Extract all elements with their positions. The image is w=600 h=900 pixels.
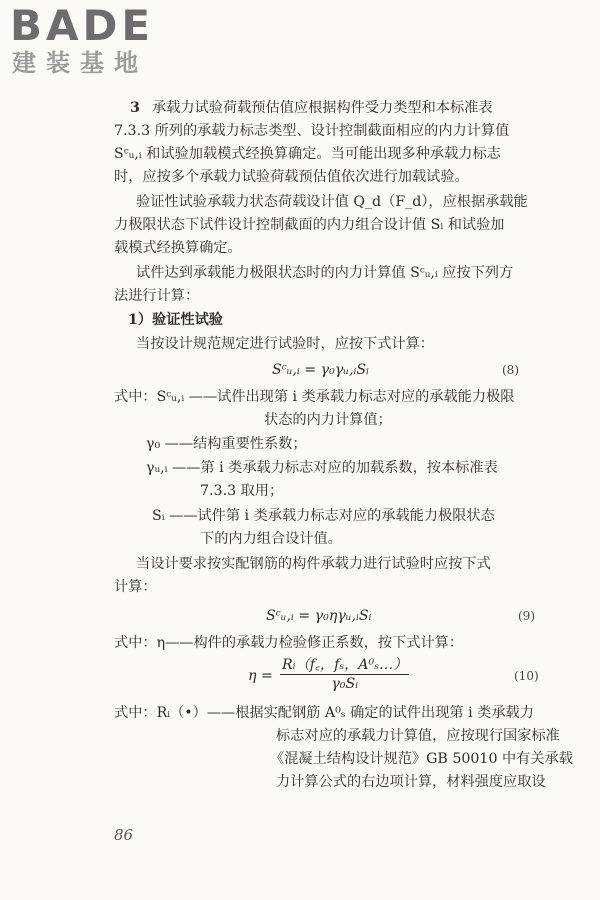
- where4-line2: 下的内力组合设计值。: [200, 531, 342, 547]
- para1-line1: 承载力试验荷载预估值应根据构件受力类型和本标准表: [152, 100, 493, 116]
- logo-brand: BADE: [10, 1, 155, 50]
- equation-10-denominator: γ₀Sᵢ: [331, 676, 359, 692]
- equation-8-number: (8): [502, 363, 519, 377]
- equation-10-number: (10): [514, 669, 539, 683]
- clause-number: 3: [130, 100, 140, 116]
- para2-line1: 验证性试验承载力状态荷载设计值 Q_d（F_d），应根据承载能: [136, 194, 528, 210]
- para3-line2: 法进行计算：: [114, 288, 200, 304]
- where3-line2: 7.3.3 取用；: [200, 483, 284, 499]
- equation-10-lhs: η =: [248, 668, 273, 684]
- para1-line3: Sᶜᵤ,ᵢ 和试验加载模式经换算确定。当可能出现多种承载力标志: [114, 146, 501, 162]
- item-1-heading: 1）验证性试验: [128, 312, 223, 328]
- para5-line2: 计算：: [114, 579, 157, 595]
- bade-logo: [10, 1, 155, 78]
- equation-9: Sᶜᵤ,ᵢ = γ₀ηγᵤ,ᵢSᵢ: [266, 608, 372, 624]
- equation-10-fraction: [280, 656, 409, 693]
- where6-line2: 标志对应的承载力计算值，应按现行国家标准: [276, 728, 560, 744]
- where6-line3: 《混凝土结构设计规范》GB 50010 中有关承载: [270, 751, 573, 767]
- where2: γ₀ ——结构重要性系数；: [146, 436, 307, 452]
- para3-line1: 试件达到承载能力极限状态时的内力计算值 Sᶜᵤ,ᵢ 应按下列方: [136, 265, 514, 281]
- equation-10: [280, 656, 409, 693]
- para4: 当按设计规范规定进行试验时，应按下式计算：: [136, 336, 434, 352]
- where4-line1: Sᵢ ——试件第 i 类承载力标志对应的承载能力极限状态: [152, 508, 495, 524]
- para5-line1: 当设计要求按实配钢筋的构件承载力进行试验时应按下式: [136, 556, 491, 572]
- where6-line4: 力计算公式的右边项计算，材料强度应取设: [276, 774, 546, 790]
- para1-line2: 7.3.3 所列的承载力标志类型、设计控制截面相应的内力计算值: [114, 123, 510, 139]
- where1-line2: 状态的内力计算值；: [264, 412, 392, 428]
- para2-line2: 力极限状态下试件设计控制截面的内力组合设计值 Sᵢ 和试验加: [114, 217, 505, 233]
- equation-8: Sᶜᵤ,ᵢ = γ₀γᵤ,ᵢSᵢ: [272, 362, 369, 378]
- where5: 式中：η——构件的承载力检验修正系数，按下式计算：: [114, 635, 464, 651]
- equation-10-numerator: Rᵢ（f꜀，fₛ，A⁰ₛ…）: [282, 657, 408, 673]
- where6-line1: 式中：Rᵢ（•）——根据实配钢筋 A⁰ₛ 确定的试件出现第 i 类承载力: [114, 705, 534, 721]
- where3-line1: γᵤ,ᵢ ——第 i 类承载力标志对应的加载系数，按本标准表: [146, 460, 498, 476]
- para2-line3: 载模式经换算确定。: [114, 240, 242, 256]
- logo-subtitle: 建装基地: [12, 49, 148, 77]
- page-number: 86: [114, 826, 134, 844]
- para1-line4: 时，应按多个承载力试验荷载预估值依次进行加载试验。: [114, 169, 469, 185]
- equation-9-number: (9): [518, 609, 535, 623]
- where1-line1: 式中：Sᶜᵤ,ᵢ ——试件出现第 i 类承载力标志对应的承载能力极限: [114, 389, 515, 405]
